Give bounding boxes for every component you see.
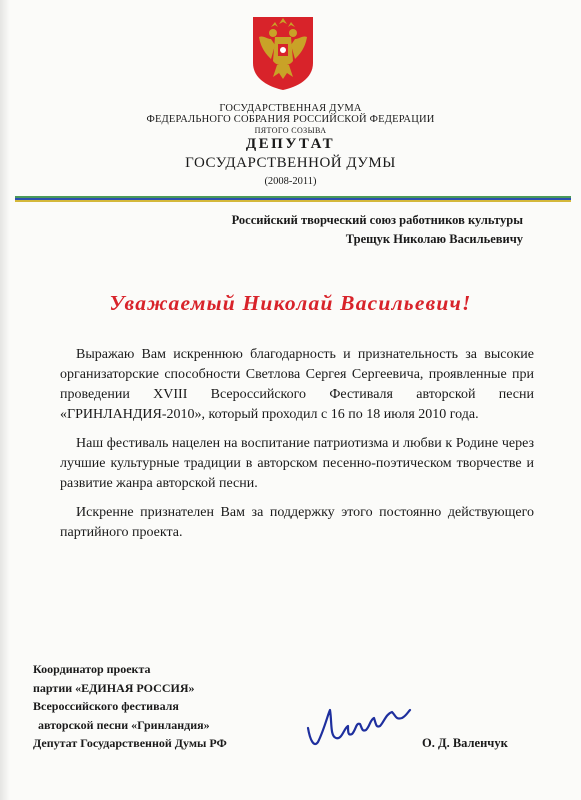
signatory-line: авторской песни «Гринландия» [38,717,210,732]
letterhead-federal-assembly: ФЕДЕРАЛЬНОГО СОБРАНИЯ РОССИЙСКОЙ ФЕДЕРАЦИИ [146,114,435,125]
letterhead-years: (2008-2011) [264,176,317,187]
coat-of-arms-emblem [251,15,315,91]
addressee-name: Трещук Николаю Васильевичу [345,232,523,246]
letterhead-subtitle: ГОСУДАРСТВЕННОЙ ДУМЫ [185,155,396,171]
signatory-block [33,660,227,753]
signatory-name: О. Д. Валенчук [422,736,508,750]
signatory-line: партии «ЕДИНАЯ РОССИЯ» [33,680,195,695]
addressee-organization: Российский творческий союз работников культуры [231,213,523,227]
body-paragraph: Наш фестиваль нацелен на воспитание патриотизма и любви к Родине через лучшие культурные традиции в авторском песенно-поэтическом творчестве и развитие жанра авторской песни. [60,436,534,491]
greeting: Уважаемый Николай Васильевич! [109,291,472,315]
handwritten-signature [304,702,412,750]
body-paragraph: Выражаю Вам искреннюю благодарность и признательность за высокие организаторские способности Светлова Сергея Сергеевича, проявленные при проведении XVIII Всероссийского Фестиваля авторской песни «ГРИНЛАНДИЯ-2010», который проходил с 16 по 18 июля 2010 года. [60,347,534,422]
signatory-line: Депутат Государственной Думы РФ [33,736,227,750]
letterhead-duma: ГОСУДАРСТВЕННАЯ ДУМА [219,103,362,114]
signatory-line: Координатор проекта [33,662,151,676]
letter-body [60,345,534,552]
signatory-line: Всероссийского фестиваля [33,699,179,713]
divider-stripe-yellow [15,200,571,202]
body-paragraph: Искренне признателен Вам за поддержку этого постоянно действующего партийного проекта. [60,505,534,540]
letterhead-convocation: ПЯТОГО СОЗЫВА [254,126,327,135]
letterhead-title: ДЕПУТАТ [245,136,336,152]
tricolor-divider [15,196,571,202]
